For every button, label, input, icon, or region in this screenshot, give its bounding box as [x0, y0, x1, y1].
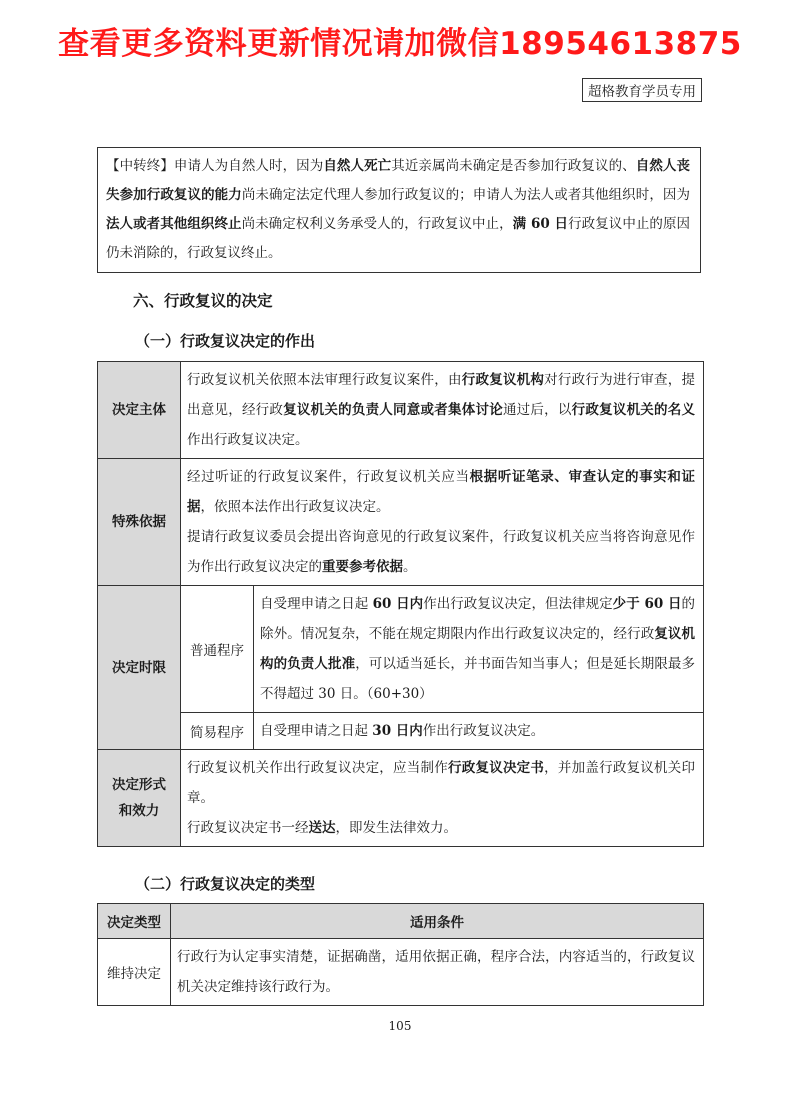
row-content: 行政复议机关作出行政复议决定，应当制作行政复议决定书，并加盖行政复议机关印章。 行政复议决定书一经送达，即发生法律效力。 — [181, 750, 704, 847]
column-header: 决定类型 — [98, 904, 171, 939]
row-label: 决定主体 — [98, 362, 181, 459]
row-content: 行政复议机关依照本法审理行政复议案件，由行政复议机构对行政行为进行审查，提出意见，经行政复议机关的负责人同意或者集体讨论通过后，以行政复议机关的名义作出行政复议决定。 — [181, 362, 704, 459]
note-box — [97, 147, 701, 273]
wechat-banner: 查看更多资料更新情况请加微信18954613875 — [58, 26, 742, 62]
subsection-title-1: （一）行政复议决定的作出 — [135, 332, 316, 350]
table-row — [98, 750, 704, 847]
row-content: 自受理申请之日起 60 日内作出行政复议决定，但法律规定少于 60 日的除外。情况复杂，不能在规定期限内作出行政复议决定的，经行政复议机构的负责人批准，可以适当延长，并书面告知当事人；但是延长期限最多不得超过 30 日。（60+30） — [254, 586, 704, 713]
section-title: 六、行政复议的决定 — [133, 292, 273, 310]
note-bold: 自然人丧失参加行政复议的能力 — [106, 158, 691, 203]
note-text: 【中转终】申请人为自然人时，因为 — [106, 158, 324, 174]
sub-label: 普通程序 — [181, 586, 254, 713]
student-tag: 超格教育学员专用 — [582, 78, 702, 102]
table-row — [98, 586, 704, 713]
note-bold: 满 60 日 — [512, 216, 569, 232]
note-text: 其近亲属尚未确定是否参加行政复议的、 — [391, 158, 636, 174]
row-content: 行政行为认定事实清楚，证据确凿，适用依据正确，程序合法，内容适当的，行政复议机关决定维持该行政行为。 — [171, 939, 704, 1006]
table-header-row — [98, 904, 704, 939]
note-text: 行政复议中止的原因仍未消除的，行政复议终止。 — [106, 216, 691, 261]
table-row — [98, 459, 704, 586]
table-row — [98, 362, 704, 459]
note-bold: 自然人死亡 — [323, 158, 392, 174]
sub-label: 简易程序 — [181, 713, 254, 750]
decision-making-table — [97, 361, 704, 847]
row-label: 维持决定 — [98, 939, 171, 1006]
table-row — [98, 939, 704, 1006]
page-number: 105 — [388, 1019, 412, 1033]
table-row — [98, 713, 704, 750]
row-label: 特殊依据 — [98, 459, 181, 586]
subsection-title-2: （二）行政复议决定的类型 — [135, 875, 316, 893]
row-content: 经过听证的行政复议案件，行政复议机关应当根据听证笔录、审查认定的事实和证据，依照本法作出行政复议决定。 提请行政复议委员会提出咨询意见的行政复议案件，行政复议机关应当将咨询意见作为作出行政复议决定的重要参考依据。 — [181, 459, 704, 586]
decision-type-table — [97, 903, 704, 1006]
note-bold: 法人或者其他组织终止 — [106, 216, 242, 232]
row-label: 决定时限 — [98, 586, 181, 750]
row-content: 自受理申请之日起 30 日内作出行政复议决定。 — [254, 713, 704, 750]
note-text: 尚未确定法定代理人参加行政复议的；申请人为法人或者其他组织时，因为 — [241, 187, 691, 203]
row-label: 决定形式 和效力 — [98, 750, 181, 847]
note-text: 尚未确定权利义务承受人的，行政复议中止， — [241, 216, 513, 232]
column-header: 适用条件 — [171, 904, 704, 939]
